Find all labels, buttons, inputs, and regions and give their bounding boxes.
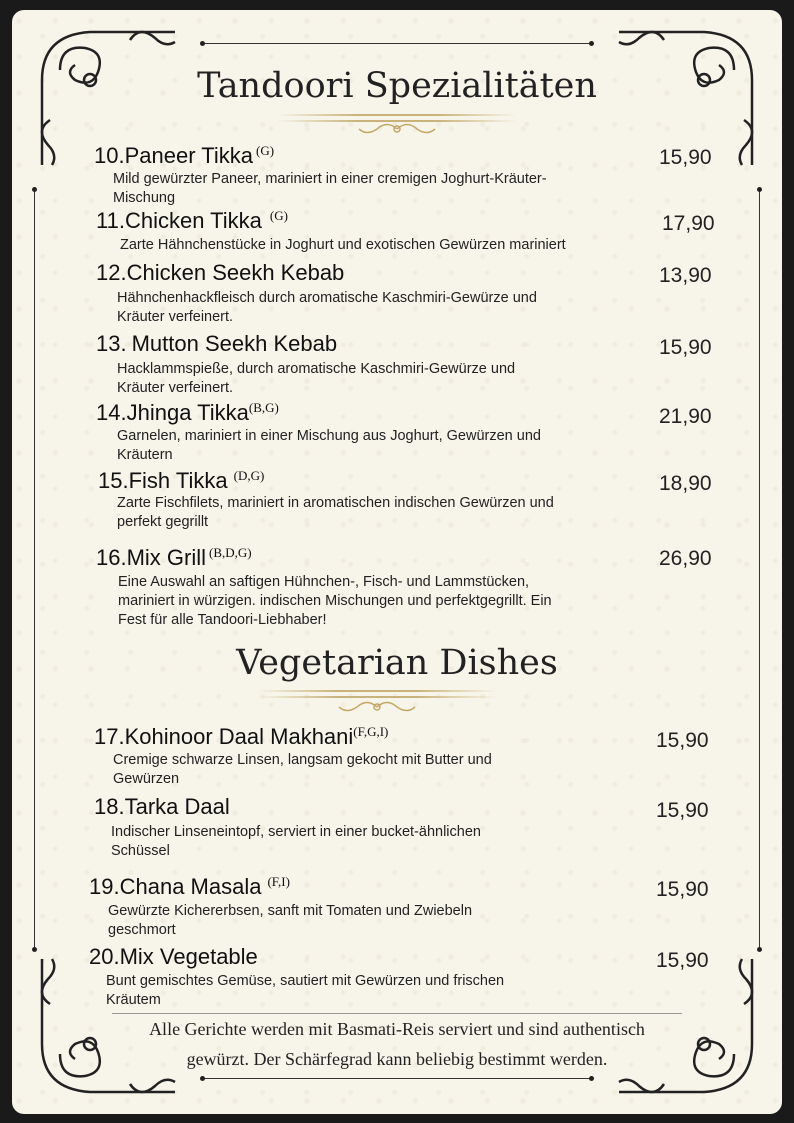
frame-bottom-line xyxy=(202,1078,592,1079)
title-underline xyxy=(257,690,497,692)
title-underline xyxy=(277,114,517,116)
item-name: Mix Grill xyxy=(126,545,207,570)
item-number: 16. xyxy=(96,545,127,570)
item-price: 13,90 xyxy=(659,264,712,287)
item-description-line: Schüssel xyxy=(111,843,170,859)
menu-item-title xyxy=(98,468,264,494)
menu-item-title xyxy=(96,331,337,357)
menu-item-title xyxy=(89,874,290,900)
menu-item-title xyxy=(94,724,388,750)
item-description xyxy=(113,751,492,789)
section-title-tandoori: Tandoori Spezialitäten xyxy=(197,66,597,106)
item-description xyxy=(117,360,515,398)
item-price: 21,90 xyxy=(659,405,712,428)
frame-top-line xyxy=(202,43,592,44)
frame-dot xyxy=(32,947,37,952)
frame-dot xyxy=(589,1076,594,1081)
menu-item-title xyxy=(94,143,274,169)
footer-line: gewürzt. Der Schärfegrad kann beliebig bestimmt werden. xyxy=(186,1049,608,1069)
item-number: 14. xyxy=(96,400,127,425)
item-description-line: Kräuter verfeinert. xyxy=(117,380,234,396)
menu-item-title xyxy=(96,545,252,571)
frame-dot xyxy=(200,41,205,46)
frame-dot xyxy=(589,41,594,46)
item-number: 19. xyxy=(89,874,120,899)
item-allergen: (F,I) xyxy=(267,874,290,889)
frame-dot xyxy=(757,947,762,952)
item-price: 15,90 xyxy=(656,878,709,901)
item-number: 17. xyxy=(94,724,125,749)
item-description-line: Zarte Hähnchenstücke in Joghurt und exotischen Gewürzen mariniert xyxy=(120,237,566,253)
item-price: 15,90 xyxy=(656,799,709,822)
item-name: Tarka Daal xyxy=(124,794,230,819)
item-description-line: mariniert in würzigen. indischen Mischungen und perfektgegrillt. Ein xyxy=(118,593,552,609)
item-description xyxy=(120,236,566,255)
menu-item-title xyxy=(96,260,344,286)
item-description xyxy=(111,823,481,861)
menu-page xyxy=(12,10,782,1114)
item-allergen: (G) xyxy=(269,208,288,223)
item-description-line: Gewürzen xyxy=(113,771,180,787)
item-description xyxy=(117,289,537,327)
flourish-icon xyxy=(357,120,437,138)
item-description-line: Indischer Linseneintopf, serviert in einer bucket-ähnlichen xyxy=(111,824,481,840)
item-description-line: Kräuter verfeinert. xyxy=(117,309,234,325)
item-price: 15,90 xyxy=(656,949,709,972)
item-allergen: (F,G,I) xyxy=(353,724,389,739)
item-name: Fish Tikka xyxy=(128,468,228,493)
frame-dot xyxy=(200,1076,205,1081)
item-description xyxy=(117,494,554,532)
item-name: Chicken Tikka xyxy=(124,208,262,233)
menu-item-title xyxy=(94,794,230,820)
item-allergen: (D,G) xyxy=(233,468,265,483)
item-price: 17,90 xyxy=(662,212,715,235)
item-allergen: (G) xyxy=(256,143,275,158)
item-number: 15. xyxy=(98,468,129,493)
frame-right-line xyxy=(759,190,760,950)
item-description xyxy=(117,427,541,465)
item-description xyxy=(106,972,504,1010)
item-number: 13. xyxy=(96,331,127,356)
item-name: Paneer Tikka xyxy=(124,143,253,168)
item-description-line: Cremige schwarze Linsen, langsam gekocht mit Butter und xyxy=(113,752,492,768)
menu-item-title xyxy=(96,208,288,234)
item-description xyxy=(108,902,472,940)
item-name: Chana Masala xyxy=(119,874,262,899)
item-description-line: Eine Auswahl an saftigen Hühnchen-, Fisch- und Lammstücken, xyxy=(118,574,530,590)
item-description-line: Mischung xyxy=(113,190,176,206)
menu-item-title xyxy=(96,400,279,426)
item-allergen: (B,G) xyxy=(248,400,279,415)
item-description-line: Mild gewürzter Paneer, mariniert in einer cremigen Joghurt-Kräuter- xyxy=(113,171,547,187)
item-number: 12. xyxy=(96,260,127,285)
item-allergen: (B,D,G) xyxy=(209,545,252,560)
frame-dot xyxy=(757,187,762,192)
item-number: 10. xyxy=(94,143,125,168)
item-description-line: Garnelen, mariniert in einer Mischung aus Joghurt, Gewürzen und xyxy=(117,428,541,444)
item-name: Mix Vegetable xyxy=(119,944,258,969)
item-price: 26,90 xyxy=(659,547,712,570)
menu-item-title xyxy=(89,944,258,970)
section-title-vegetarian: Vegetarian Dishes xyxy=(236,643,558,683)
item-description-line: Kräutem xyxy=(106,992,161,1008)
footer-note xyxy=(12,1014,782,1074)
item-description-line: Zarte Fischfilets, mariniert in aromatischen indischen Gewürzen und xyxy=(117,495,554,511)
item-description-line: Gewürzte Kichererbsen, sanft mit Tomaten und Zwiebeln xyxy=(108,903,473,919)
item-price: 18,90 xyxy=(659,472,712,495)
item-price: 15,90 xyxy=(659,146,712,169)
item-description-line: perfekt gegrillt xyxy=(117,514,209,530)
item-description-line: Kräutern xyxy=(117,447,173,463)
item-description-line: Hähnchenhackfleisch durch aromatische Kaschmiri-Gewürze und xyxy=(117,290,537,306)
item-name: Mutton Seekh Kebab xyxy=(131,331,338,356)
footer-line: Alle Gerichte werden mit Basmati-Reis serviert und sind authentisch xyxy=(149,1019,645,1039)
item-description xyxy=(113,170,547,208)
item-price: 15,90 xyxy=(659,336,712,359)
item-name: Jhinga Tikka xyxy=(126,400,249,425)
item-description-line: Hacklammspieße, durch aromatische Kaschmiri-Gewürze und xyxy=(117,361,516,377)
item-name: Kohinoor Daal Makhani xyxy=(124,724,354,749)
frame-dot xyxy=(32,187,37,192)
flourish-icon xyxy=(337,698,417,716)
item-number: 18. xyxy=(94,794,125,819)
item-description-line: geschmort xyxy=(108,922,176,938)
item-name: Chicken Seekh Kebab xyxy=(126,260,345,285)
item-number: 20. xyxy=(89,944,120,969)
item-description-line: Bunt gemischtes Gemüse, sautiert mit Gewürzen und frischen xyxy=(106,973,505,989)
item-price: 15,90 xyxy=(656,729,709,752)
item-description-line: Fest für alle Tandoori-Liebhaber! xyxy=(118,612,327,628)
frame-left-line xyxy=(34,190,35,950)
item-number: 11. xyxy=(96,208,125,233)
item-description xyxy=(118,573,552,630)
